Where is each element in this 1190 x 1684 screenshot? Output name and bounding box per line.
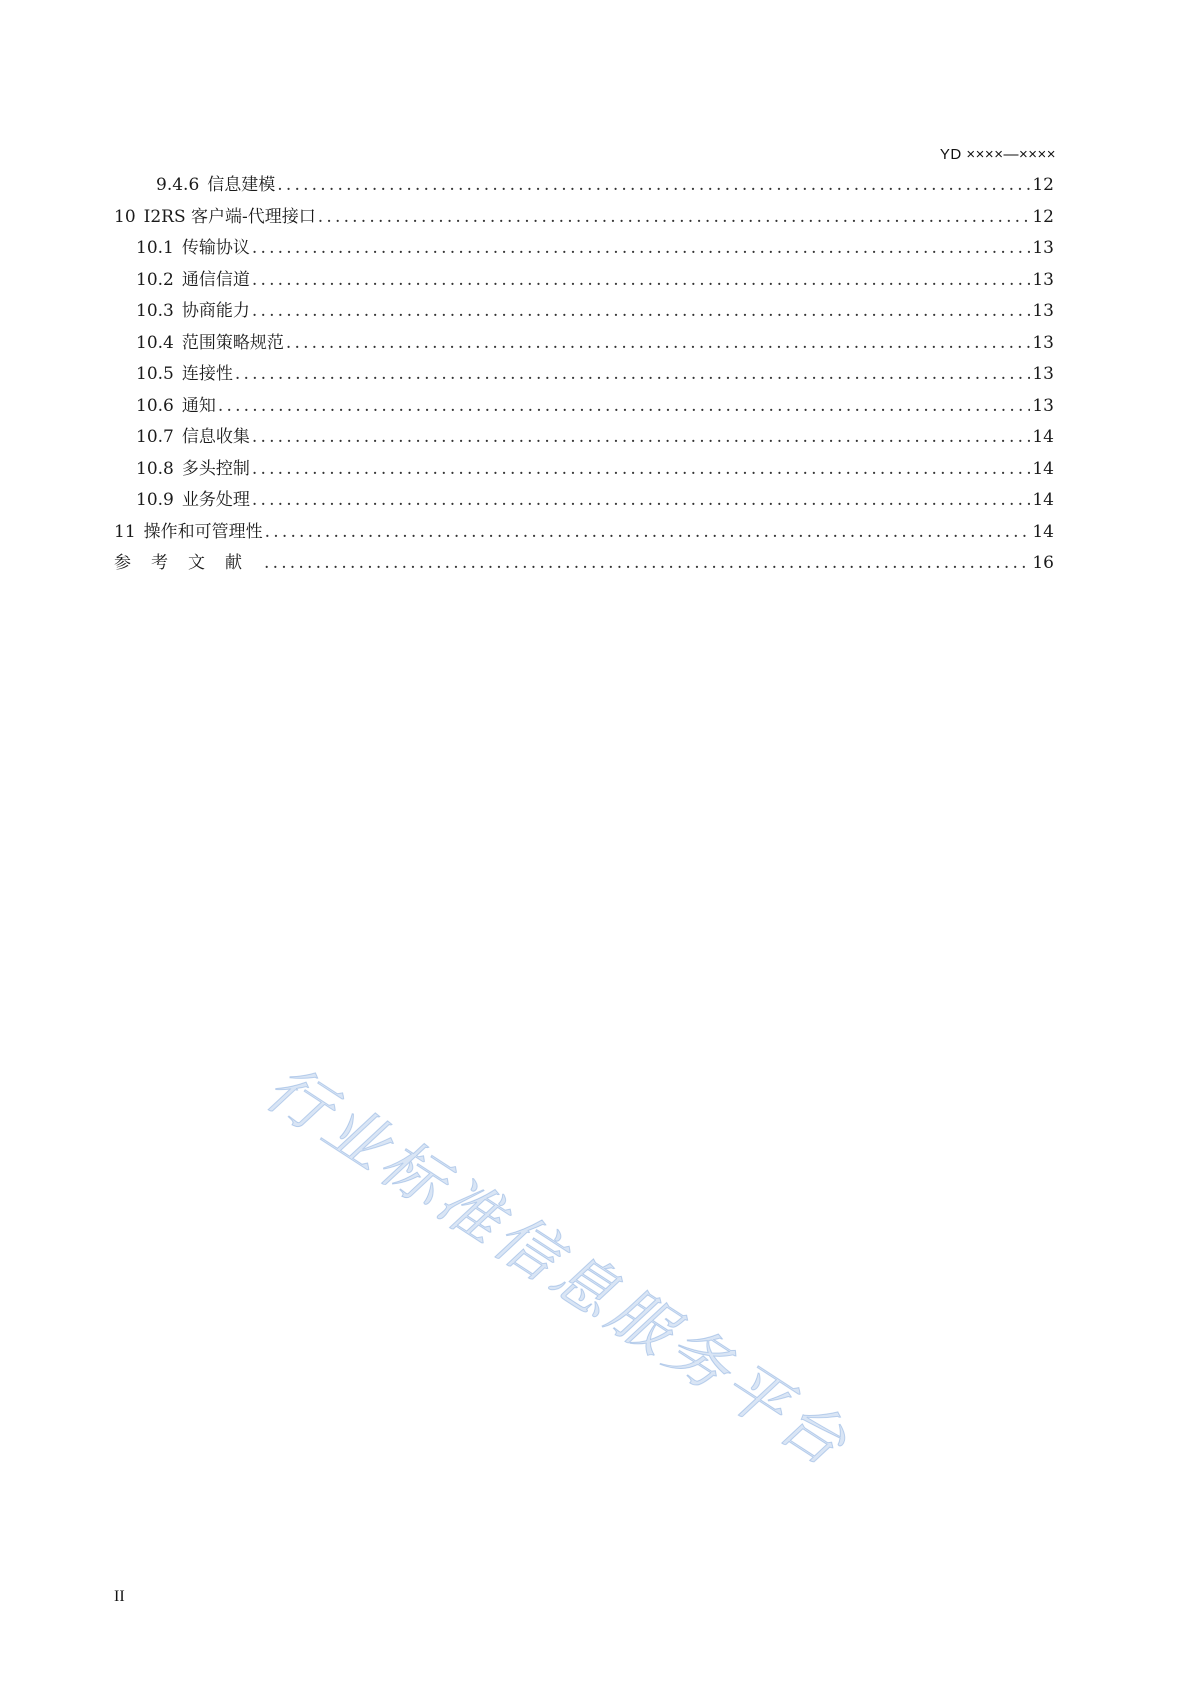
- toc-entry[interactable]: [114, 454, 1054, 486]
- toc-entry-page: 16: [1032, 553, 1054, 573]
- toc-entry[interactable]: [114, 296, 1054, 328]
- toc-leader-dots: [252, 265, 1030, 297]
- toc-entry[interactable]: [114, 170, 1054, 202]
- watermark: 行业标准信息服务平台: [253, 1050, 864, 1483]
- toc-entry-page: 13: [1032, 269, 1054, 290]
- toc-entry[interactable]: [114, 485, 1054, 517]
- toc-leader-dots: [218, 391, 1030, 423]
- toc-entry[interactable]: [114, 328, 1054, 360]
- toc-entry-page: 14: [1032, 427, 1054, 447]
- toc-entry-page: 14: [1032, 521, 1054, 542]
- toc-entry-page: 13: [1032, 395, 1054, 416]
- toc-entry-number: 10.2: [136, 269, 174, 290]
- toc-leader-dots: [318, 202, 1030, 234]
- toc-leader-dots: [252, 454, 1030, 486]
- toc-entry-number: 10.7: [136, 427, 174, 447]
- toc-leader-dots: [252, 296, 1030, 328]
- toc-entry-number: 10.8: [136, 458, 174, 479]
- toc-entry-title: 信息建模: [207, 175, 276, 195]
- page-number: II: [114, 1588, 125, 1605]
- toc-entry[interactable]: [114, 391, 1054, 423]
- toc-leader-dots: [264, 548, 1030, 580]
- toc-leader-dots: [277, 170, 1030, 202]
- toc-entry-number: 10.9: [136, 490, 174, 510]
- toc-entry-title: 通信信道: [181, 269, 250, 290]
- toc-entry[interactable]: [114, 422, 1054, 454]
- toc-entry-title: 传输协议: [181, 238, 250, 258]
- toc-entry-title: 连接性: [181, 364, 233, 384]
- toc-entry-number: 10.5: [136, 364, 174, 384]
- toc-entry[interactable]: [114, 202, 1054, 234]
- toc-entry-title: 业务处理: [181, 490, 250, 510]
- toc-entry-page: 14: [1032, 458, 1054, 479]
- table-of-contents: [114, 170, 1054, 580]
- toc-entry-title: I2RS 客户端-代理接口: [143, 206, 316, 227]
- toc-entry-number: 10: [114, 206, 136, 227]
- toc-entry-page: 13: [1032, 332, 1054, 353]
- toc-entry-title: 通知: [181, 395, 216, 416]
- toc-entry-page: 12: [1032, 175, 1054, 195]
- toc-entry-number: 10.3: [136, 301, 174, 321]
- toc-leader-dots: [252, 422, 1030, 454]
- toc-leader-dots: [265, 517, 1030, 549]
- toc-entry[interactable]: [114, 233, 1054, 265]
- toc-leader-dots: [286, 328, 1030, 360]
- toc-entry-number: 10.1: [136, 238, 174, 258]
- toc-entry-references[interactable]: [114, 548, 1054, 580]
- toc-entry-number: 10.6: [136, 395, 174, 416]
- toc-entry-title: 参考文献: [114, 553, 262, 573]
- toc-entry-number: 11: [114, 521, 136, 542]
- toc-leader-dots: [252, 233, 1030, 265]
- toc-entry[interactable]: [114, 359, 1054, 391]
- toc-entry-page: 13: [1032, 364, 1054, 384]
- toc-entry-title: 协商能力: [181, 301, 250, 321]
- toc-entry-number: 10.4: [136, 332, 174, 353]
- toc-entry[interactable]: [114, 517, 1054, 549]
- toc-entry-page: 13: [1032, 238, 1054, 258]
- toc-entry[interactable]: [114, 265, 1054, 297]
- toc-entry-page: 14: [1032, 490, 1054, 510]
- toc-entry-title: 信息收集: [181, 427, 250, 447]
- toc-entry-title: 操作和可管理性: [143, 521, 263, 542]
- toc-entry-page: 12: [1032, 206, 1054, 227]
- document-code: YD ××××—××××: [939, 146, 1056, 163]
- toc-entry-title: 多头控制: [181, 458, 250, 479]
- toc-entry-title: 范围策略规范: [181, 332, 284, 353]
- toc-leader-dots: [252, 485, 1030, 517]
- toc-entry-page: 13: [1032, 301, 1054, 321]
- toc-leader-dots: [235, 359, 1030, 391]
- toc-entry-number: 9.4.6: [156, 175, 200, 195]
